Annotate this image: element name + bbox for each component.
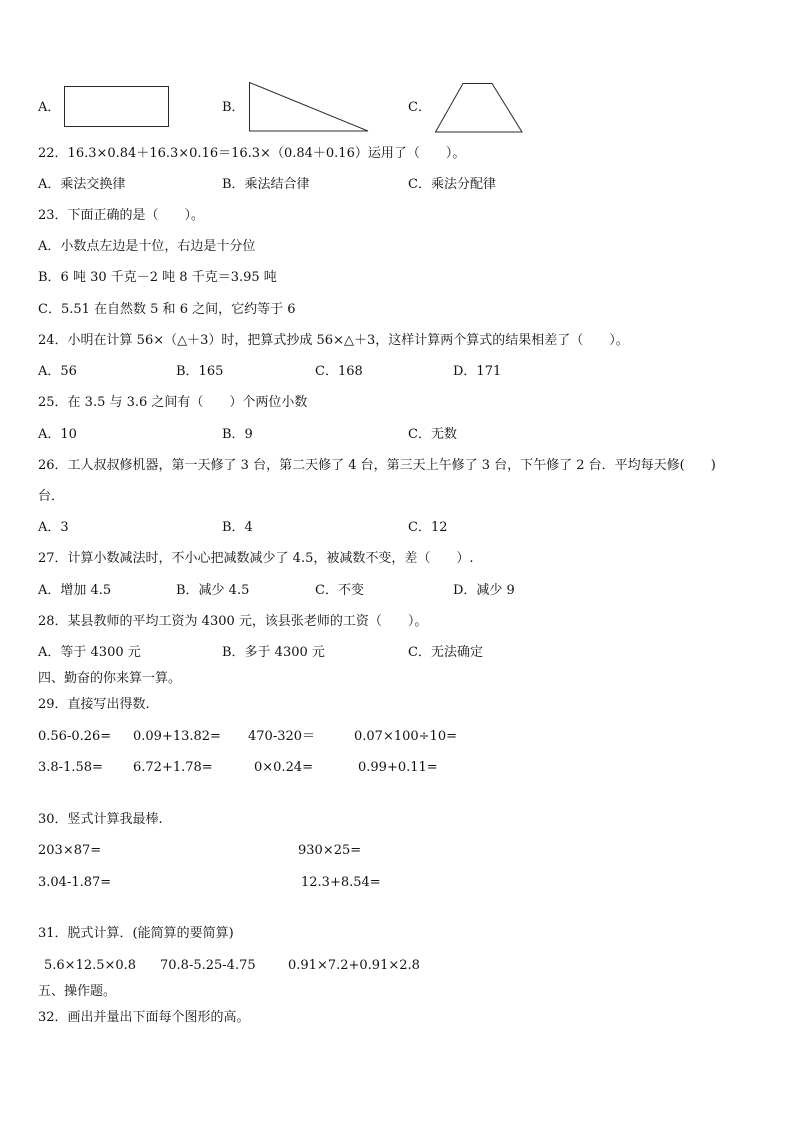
- q22-option-a: A．乘法交换律: [38, 177, 126, 192]
- q29-row1-item2: 0.09+13.82=: [133, 729, 221, 744]
- q30-item4: 12.3+8.54=: [301, 875, 381, 890]
- q22-option-c: C．乘法分配律: [408, 177, 496, 192]
- q23-option-c: C．5.51 在自然数 5 和 6 之间，它约等于 6: [38, 302, 296, 317]
- q30-stem: 30．竖式计算我最棒.: [38, 812, 163, 827]
- q24-option-d: D．171: [453, 364, 502, 379]
- q28-option-c: C．无法确定: [408, 645, 483, 660]
- q31-stem: 31．脱式计算．(能简算的要简算): [38, 926, 234, 941]
- q29-row2-item1: 3.8-1.58=: [38, 760, 103, 775]
- q31-item3: 0.91×7.2+0.91×2.8: [288, 958, 420, 973]
- q28-option-b: B．多于 4300 元: [222, 645, 325, 660]
- q29-row1-item3: 470-320＝: [248, 729, 316, 744]
- q21-option-b-label: B．: [222, 100, 245, 115]
- q32-stem: 32．画出并量出下面每个图形的高。: [38, 1010, 250, 1025]
- q29-row1-item1: 0.56-0.26=: [38, 729, 112, 744]
- q29-row2-item4: 0.99+0.11=: [358, 760, 438, 775]
- q25-stem: 25．在 3.5 与 3.6 之间有（ ）个两位小数: [38, 395, 308, 410]
- q23-option-a: A．小数点左边是十位，右边是十分位: [38, 239, 256, 254]
- section-five-heading: 五、操作题。: [38, 984, 117, 999]
- q24-stem: 24．小明在计算 56×（△＋3）时，把算式抄成 56×△＋3，这样计算两个算式的结果相差了（ ）。: [38, 333, 629, 348]
- q25-option-c: C．无数: [408, 427, 457, 442]
- q27-option-d: D．减少 9: [453, 583, 515, 598]
- q26-stem-line2: 台．: [38, 489, 65, 504]
- q27-stem: 27．计算小数减法时，不小心把减数减少了 4.5，被减数不变，差（ ）.: [38, 551, 474, 566]
- q23-stem: 23．下面正确的是（ ）。: [38, 208, 205, 223]
- q29-row1-item4: 0.07×100÷10=: [354, 729, 457, 744]
- q23-option-b: B．6 吨 30 千克－2 吨 8 千克＝3.95 吨: [38, 270, 277, 285]
- q22-option-b: B．乘法结合律: [222, 177, 310, 192]
- q24-option-b: B．165: [176, 364, 224, 379]
- q27-option-a: A．增加 4.5: [38, 583, 112, 598]
- right-triangle-figure: [249, 82, 369, 132]
- q22-stem: 22．16.3×0.84＋16.3×0.16＝16.3×（0.84＋0.16）运用了（ ）。: [38, 146, 466, 161]
- q25-option-b: B．9: [222, 427, 253, 442]
- trapezoid-figure: [435, 83, 523, 133]
- q27-option-b: B．减少 4.5: [176, 583, 250, 598]
- q29-stem: 29．直接写出得数.: [38, 697, 150, 712]
- q31-item2: 70.8-5.25-4.75: [160, 958, 256, 973]
- section-four-heading: 四、勤奋的你来算一算。: [38, 671, 182, 686]
- q27-option-c: C．不变: [315, 583, 364, 598]
- q30-item1: 203×87=: [38, 843, 102, 858]
- q30-item3: 3.04-1.87=: [38, 875, 112, 890]
- q24-option-c: C．168: [315, 364, 363, 379]
- q24-option-a: A．56: [38, 364, 77, 379]
- q26-option-a: A．3: [38, 520, 69, 535]
- q26-option-b: B．4: [222, 520, 253, 535]
- q30-item2: 930×25=: [298, 843, 362, 858]
- q21-option-c-label: C．: [408, 100, 431, 115]
- q29-row2-item3: 0×0.24=: [254, 760, 314, 775]
- q25-option-a: A．10: [38, 427, 77, 442]
- q31-item1: 5.6×12.5×0.8: [44, 958, 137, 973]
- q29-row2-item2: 6.72+1.78=: [133, 760, 213, 775]
- q28-option-a: A．等于 4300 元: [38, 645, 141, 660]
- q26-stem-line1: 26．工人叔叔修机器，第一天修了 3 台，第二天修了 4 台，第三天上午修了 3 台，下午修了 2 台．平均每天修( ): [38, 458, 716, 473]
- q28-stem: 28．某县教师的平均工资为 4300 元，该县张老师的工资（ ）。: [38, 614, 428, 629]
- rectangle-figure: [64, 86, 170, 128]
- q21-option-a-label: A．: [38, 100, 61, 115]
- q26-option-c: C．12: [408, 520, 448, 535]
